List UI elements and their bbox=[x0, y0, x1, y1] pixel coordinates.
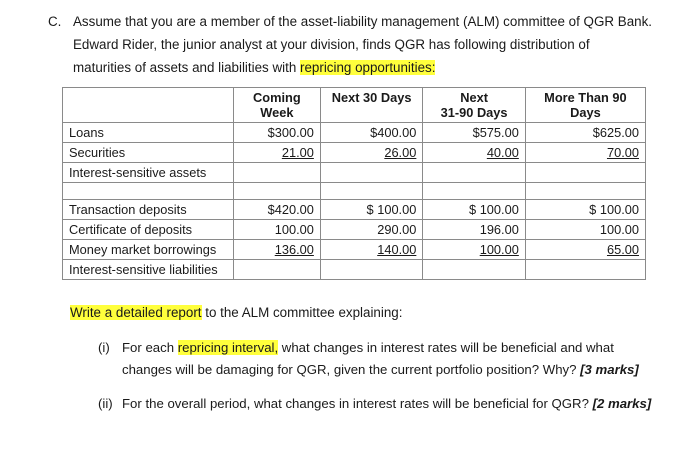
question-text-line-2 bbox=[98, 359, 688, 381]
cell-value bbox=[423, 143, 525, 163]
question-marks: [2 marks] bbox=[592, 396, 652, 411]
cell-value bbox=[233, 143, 320, 163]
highlight-detailed-report: Write a detailed report bbox=[70, 305, 202, 320]
intro-text-3: maturities of assets and liabilities with bbox=[73, 60, 300, 75]
cell-value bbox=[525, 240, 645, 260]
row-label: Money market borrowings bbox=[63, 240, 234, 260]
cell-value bbox=[233, 163, 320, 183]
cell-value bbox=[233, 260, 320, 280]
cell-value-text: 136.00 bbox=[274, 242, 314, 257]
table-row bbox=[63, 260, 646, 280]
gap-cell bbox=[233, 183, 320, 200]
header-coming-week bbox=[233, 88, 320, 123]
cell-value bbox=[423, 260, 525, 280]
intro-line-2: Edward Rider, the junior analyst at your division, finds QGR has following distribution of bbox=[73, 37, 590, 52]
intro-line-3 bbox=[48, 56, 688, 79]
cell-value-text: 26.00 bbox=[384, 145, 417, 160]
question-text: For each bbox=[122, 340, 178, 355]
highlight-repricing-opportunities: repricing opportunities: bbox=[300, 60, 436, 75]
row-label: Transaction deposits bbox=[63, 200, 234, 220]
cell-value: $ 100.00 bbox=[320, 200, 422, 220]
table-row bbox=[63, 143, 646, 163]
cell-value bbox=[320, 163, 422, 183]
question-text: changes will be damaging for QGR, given the current portfolio position? Why? bbox=[122, 362, 581, 377]
cell-value-text: 100.00 bbox=[479, 242, 519, 257]
table-row bbox=[63, 220, 646, 240]
question-marks: [3 marks] bbox=[580, 362, 639, 377]
intro-line-1 bbox=[48, 10, 688, 33]
cell-value-text: 140.00 bbox=[377, 242, 417, 257]
cell-value: 100.00 bbox=[233, 220, 320, 240]
question-label: C. bbox=[48, 14, 62, 29]
question-text: what changes in interest rates will be beneficial and what bbox=[278, 340, 614, 355]
intro-text-1: Assume that you are a member of the asset-liability management (ALM) committee of QGR Bank. bbox=[73, 14, 653, 29]
cell-value: 100.00 bbox=[525, 220, 645, 240]
question-i bbox=[98, 337, 688, 381]
cell-value: $ 100.00 bbox=[525, 200, 645, 220]
row-label: Certificate of deposits bbox=[63, 220, 234, 240]
cell-value bbox=[525, 163, 645, 183]
header-coming-week-line-1: Coming bbox=[253, 90, 301, 105]
cell-value-text: 65.00 bbox=[606, 242, 639, 257]
highlight-repricing-interval: repricing interval, bbox=[177, 340, 279, 355]
header-more-than-90-days bbox=[525, 88, 645, 123]
header-next-31-90-days bbox=[423, 88, 525, 123]
header-next-31-90-line-1: Next bbox=[460, 90, 488, 105]
question-c-intro bbox=[48, 10, 688, 79]
cell-value: $420.00 bbox=[233, 200, 320, 220]
repricing-table bbox=[62, 87, 646, 280]
cell-value: $400.00 bbox=[320, 123, 422, 143]
report-instruction bbox=[70, 305, 402, 320]
table-row bbox=[63, 200, 646, 220]
header-row bbox=[63, 88, 646, 123]
header-next-31-90-line-2: 31-90 Days bbox=[440, 105, 508, 120]
row-label: Securities bbox=[63, 143, 234, 163]
table-row bbox=[63, 240, 646, 260]
gap-cell bbox=[320, 183, 422, 200]
cell-value-text: 40.00 bbox=[486, 145, 519, 160]
gap-cell bbox=[63, 183, 234, 200]
header-more-90-line-2: Days bbox=[570, 105, 601, 120]
header-blank bbox=[63, 88, 234, 123]
cell-value bbox=[525, 260, 645, 280]
cell-value-text: 21.00 bbox=[281, 145, 314, 160]
cell-value bbox=[423, 240, 525, 260]
header-next-30-days: Next 30 Days bbox=[320, 88, 422, 123]
row-label: Interest-sensitive assets bbox=[63, 163, 234, 183]
header-more-90-line-1: More Than 90 bbox=[544, 90, 627, 105]
cell-value bbox=[320, 240, 422, 260]
cell-value: 290.00 bbox=[320, 220, 422, 240]
question-text: For the overall period, what changes in interest rates will be beneficial for QGR? bbox=[122, 396, 593, 411]
cell-value bbox=[320, 143, 422, 163]
cell-value-text: 70.00 bbox=[606, 145, 639, 160]
row-label: Interest-sensitive liabilities bbox=[63, 260, 234, 280]
cell-value: $575.00 bbox=[423, 123, 525, 143]
table-row bbox=[63, 123, 646, 143]
gap-cell bbox=[525, 183, 645, 200]
cell-value: $625.00 bbox=[525, 123, 645, 143]
cell-value bbox=[525, 143, 645, 163]
report-text: to the ALM committee explaining: bbox=[201, 305, 403, 320]
question-ii bbox=[98, 393, 688, 415]
row-label: Loans bbox=[63, 123, 234, 143]
cell-value bbox=[233, 240, 320, 260]
cell-value: $ 100.00 bbox=[423, 200, 525, 220]
question-number: (ii) bbox=[98, 396, 113, 411]
cell-value: $300.00 bbox=[233, 123, 320, 143]
cell-value bbox=[320, 260, 422, 280]
table-gap-row bbox=[63, 183, 646, 200]
question-number: (i) bbox=[98, 340, 110, 355]
header-coming-week-line-2: Week bbox=[260, 105, 294, 120]
table-row bbox=[63, 163, 646, 183]
cell-value: 196.00 bbox=[423, 220, 525, 240]
gap-cell bbox=[423, 183, 525, 200]
cell-value bbox=[423, 163, 525, 183]
